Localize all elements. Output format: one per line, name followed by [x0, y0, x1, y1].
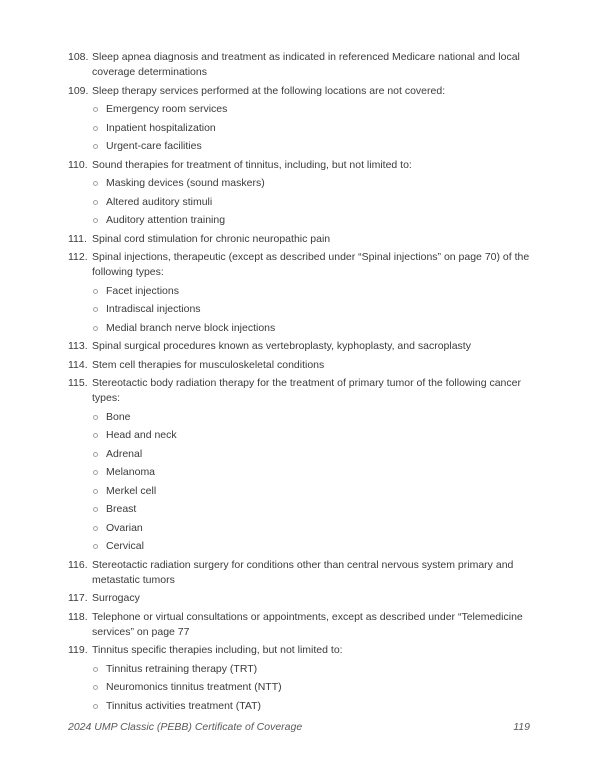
- item-text: Sleep therapy services performed at the following locations are not covered:: [92, 84, 446, 97]
- list-item: [0, 158, 600, 173]
- bullet-text: Tinnitus activities treatment (TAT): [106, 699, 262, 712]
- open-circle-bullet-icon: [93, 107, 98, 112]
- item-number: 116.: [68, 558, 88, 571]
- bullet-item: [93, 213, 600, 228]
- bullet-item: [93, 521, 600, 536]
- item-number: 114.: [68, 358, 88, 371]
- bullet-text: Facet injections: [106, 284, 179, 297]
- open-circle-bullet-icon: [93, 289, 98, 294]
- item-number: 112.: [68, 251, 88, 263]
- bullet-text: Cervical: [106, 540, 144, 552]
- list-item: [0, 558, 600, 588]
- open-circle-bullet-icon: [93, 326, 98, 331]
- bullet-text: Bone: [106, 410, 131, 423]
- bullet-item: [93, 539, 600, 554]
- page-footer: [68, 720, 530, 735]
- item-text: Spinal surgical procedures known as vertebroplasty, kyphoplasty, and sacroplasty: [92, 340, 471, 352]
- open-circle-bullet-icon: [93, 218, 98, 223]
- bullet-text: Emergency room services: [106, 103, 228, 115]
- bullet-text: Auditory attention training: [106, 214, 226, 226]
- bullet-item: [93, 699, 600, 714]
- item-text: Stem cell therapies for musculoskeletal conditions: [92, 358, 325, 371]
- open-circle-bullet-icon: [93, 144, 98, 149]
- bullet-text: Neuromonics tinnitus treatment (NTT): [106, 681, 282, 693]
- list-item: [0, 50, 600, 80]
- open-circle-bullet-icon: [93, 704, 98, 709]
- item-text: Telephone or virtual consultations or appointments, except as described under “Telemedicine services” on page 77: [92, 610, 523, 638]
- open-circle-bullet-icon: [93, 544, 98, 549]
- open-circle-bullet-icon: [93, 685, 98, 690]
- bullet-text: Ovarian: [106, 521, 143, 534]
- open-circle-bullet-icon: [93, 470, 98, 475]
- open-circle-bullet-icon: [93, 452, 98, 457]
- bullet-item: [93, 465, 600, 480]
- bullet-text: Intradiscal injections: [106, 303, 201, 315]
- bullet-text: Adrenal: [106, 447, 143, 460]
- list-item: [0, 591, 600, 606]
- list-item: [0, 232, 600, 247]
- item-number: 111.: [68, 232, 87, 245]
- item-text: Spinal injections, therapeutic (except as described under “Spinal injections” on page 70) of the following types:: [92, 251, 530, 278]
- list-item: [0, 358, 600, 373]
- item-number: 119.: [68, 644, 88, 656]
- bullet-text: Melanoma: [106, 466, 156, 478]
- item-number: 117.: [68, 592, 88, 604]
- open-circle-bullet-icon: [93, 489, 98, 494]
- bullet-item: [93, 176, 600, 191]
- open-circle-bullet-icon: [93, 433, 98, 438]
- list-item: [0, 339, 600, 354]
- bullet-item: [93, 121, 600, 136]
- bullet-text: Masking devices (sound maskers): [106, 177, 265, 189]
- item-text: Spinal cord stimulation for chronic neuropathic pain: [92, 232, 331, 245]
- bullet-item: [93, 447, 600, 462]
- item-number: 108.: [68, 51, 89, 63]
- bullet-item: [93, 428, 600, 443]
- bullet-text: Medial branch nerve block injections: [106, 321, 276, 334]
- item-text: Sound therapies for treatment of tinnitus, including, but not limited to:: [92, 158, 412, 171]
- item-text: Surrogacy: [92, 592, 140, 604]
- bullet-text: Tinnitus retraining therapy (TRT): [106, 662, 258, 675]
- open-circle-bullet-icon: [93, 415, 98, 420]
- footer-document-title: 2024 UMP Classic (PEBB) Certificate of Coverage: [68, 721, 303, 733]
- item-number: 115.: [68, 377, 88, 389]
- bullet-item: [93, 484, 600, 499]
- bullet-item: [93, 139, 600, 154]
- open-circle-bullet-icon: [93, 200, 98, 205]
- open-circle-bullet-icon: [93, 667, 98, 672]
- bullet-item: [93, 284, 600, 299]
- bullet-text: Urgent-care facilities: [106, 140, 202, 152]
- item-number: 109.: [68, 84, 89, 97]
- bullet-text: Altered auditory stimuli: [106, 195, 213, 208]
- item-text: Tinnitus specific therapies including, but not limited to:: [92, 644, 343, 656]
- exclusions-list: [0, 50, 600, 717]
- open-circle-bullet-icon: [93, 307, 98, 312]
- item-text: Sleep apnea diagnosis and treatment as indicated in referenced Medicare national and local coverage determinations: [92, 51, 520, 78]
- bullet-item: [93, 102, 600, 117]
- open-circle-bullet-icon: [93, 507, 98, 512]
- bullet-item: [93, 410, 600, 425]
- item-number: 118.: [68, 610, 88, 623]
- bullet-item: [93, 195, 600, 210]
- list-item: [0, 376, 600, 406]
- footer-page-number: 119: [513, 721, 530, 733]
- list-item: [0, 643, 600, 658]
- bullet-item: [93, 321, 600, 336]
- item-text: Stereotactic radiation surgery for conditions other than central nervous system primary and metastatic tumors: [92, 558, 514, 586]
- item-number: 110.: [68, 158, 88, 171]
- bullet-item: [93, 302, 600, 317]
- bullet-text: Breast: [106, 503, 137, 515]
- open-circle-bullet-icon: [93, 126, 98, 131]
- bullet-item: [93, 680, 600, 695]
- list-item: [0, 250, 600, 280]
- bullet-text: Head and neck: [106, 429, 177, 441]
- bullet-item: [93, 502, 600, 517]
- bullet-text: Merkel cell: [106, 484, 157, 497]
- list-item: [0, 610, 600, 640]
- list-item: [0, 84, 600, 99]
- item-number: 113.: [68, 340, 88, 352]
- bullet-item: [93, 662, 600, 677]
- bullet-text: Inpatient hospitalization: [106, 121, 216, 134]
- open-circle-bullet-icon: [93, 526, 98, 531]
- item-text: Stereotactic body radiation therapy for the treatment of primary tumor of the following cancer types:: [92, 377, 521, 404]
- open-circle-bullet-icon: [93, 181, 98, 186]
